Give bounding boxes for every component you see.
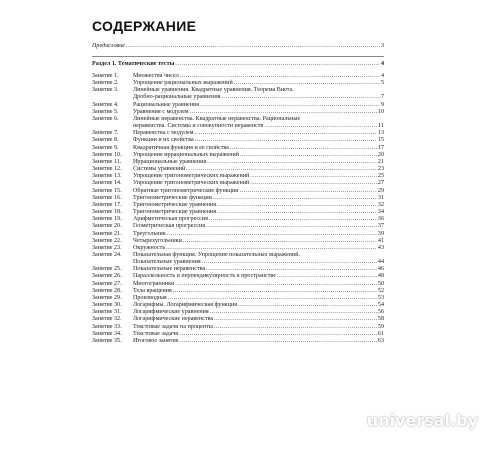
toc-entry-row[interactable] <box>92 245 384 252</box>
toc-entry-row[interactable] <box>92 152 384 159</box>
toc-page-number: 36 <box>377 216 384 223</box>
toc-entry-row[interactable] <box>92 288 384 295</box>
leader-dots <box>166 245 377 252</box>
toc-page-number: 43 <box>377 244 384 251</box>
toc-entry-text: Показательные уравнения <box>133 259 201 266</box>
toc-entry-row[interactable] <box>92 231 384 238</box>
leader-dots <box>240 152 377 159</box>
watermark-logo: universal.by <box>366 411 478 430</box>
leader-dots <box>217 209 377 216</box>
toc-entry-row[interactable] <box>92 102 384 109</box>
toc-entry-row[interactable] <box>92 281 384 288</box>
toc-lesson-label: Занятие 32. <box>92 316 122 323</box>
toc-entry-row[interactable] <box>92 123 384 130</box>
leader-dots <box>190 109 377 116</box>
toc-page-number: 20 <box>377 151 384 158</box>
toc-page-number: 7 <box>380 94 384 101</box>
toc-page-number: 58 <box>377 316 384 323</box>
toc-entry-row[interactable] <box>92 116 384 123</box>
toc-entry-text: Предисловие <box>92 43 126 49</box>
leader-dots <box>210 309 377 316</box>
toc-entry-text: Линейные уравнения. Квадратные уравнения. Теорема Виета. <box>133 87 294 94</box>
leader-dots <box>214 324 377 331</box>
page-title: СОДЕРЖАНИЕ <box>92 18 197 34</box>
toc-entry-text: Упрощение рациональных выражений <box>133 80 233 87</box>
toc-page-number: 4 <box>380 61 384 67</box>
toc-page-number: 52 <box>377 287 384 294</box>
leader-dots <box>179 338 376 345</box>
toc-entry-text: Итоговое занятие <box>133 337 179 344</box>
toc-entry-text: Тригонометрические уравнения <box>133 209 217 216</box>
leader-dots <box>183 238 377 245</box>
toc-entry-text: Треугольник <box>133 230 166 237</box>
toc-section-title: Раздел 1. Тематические тесты <box>92 61 175 67</box>
toc-page-number: 39 <box>377 230 384 237</box>
toc-entry-row[interactable] <box>92 331 384 338</box>
leader-dots <box>126 43 380 50</box>
toc-entry-row[interactable] <box>92 188 384 195</box>
toc-page-number: 27 <box>377 180 384 187</box>
leader-dots <box>230 145 377 152</box>
leader-dots <box>206 266 377 273</box>
toc-entry-text: Показательные неравенства <box>133 266 206 273</box>
toc-entry-text: Рациональные уравнения <box>133 101 200 108</box>
toc-lesson-label: Занятие 12. <box>92 166 122 173</box>
toc-entry-row[interactable] <box>92 137 384 144</box>
leader-dots <box>240 188 377 195</box>
toc-preface-row[interactable] <box>92 43 384 50</box>
toc-entry-text: Показательная функция. Упрощение показательных выражений. <box>133 252 300 258</box>
toc-entry-row[interactable] <box>92 238 384 245</box>
toc-entry-text: Неравенства с модулем <box>133 130 194 137</box>
toc-page-number: 5 <box>380 80 384 87</box>
divider <box>92 56 384 57</box>
leader-dots <box>250 173 377 180</box>
toc-lesson-label: Занятие 30. <box>92 302 122 309</box>
toc-entry-row[interactable] <box>92 252 384 259</box>
toc-entry-text: Упрощение тригонометрических выражений <box>133 180 250 187</box>
toc-lesson-label: Занятие 27. <box>92 280 122 287</box>
toc-page-number: 13 <box>377 130 384 137</box>
toc-lesson-label: Занятие 14. <box>92 180 122 187</box>
leader-dots <box>168 295 377 302</box>
toc-page-number: 25 <box>377 173 384 180</box>
leader-dots <box>200 102 380 109</box>
toc-entry-text: Упрощение тригонометрических выражений <box>133 173 250 180</box>
toc-page-number: 54 <box>377 302 384 309</box>
toc-page-number: 15 <box>377 137 384 144</box>
toc-page-number: 9 <box>380 101 384 108</box>
toc-entry-row[interactable] <box>92 324 384 331</box>
toc-lesson-label: Занятие 9. <box>92 144 119 151</box>
toc-lesson-label: Занятие 8. <box>92 137 119 144</box>
toc-entry-row[interactable] <box>92 202 384 209</box>
leader-dots <box>195 130 377 137</box>
toc-page-number: 29 <box>377 187 384 194</box>
toc-lesson-label: Занятие 16. <box>92 194 122 201</box>
toc-entry-row[interactable] <box>92 180 384 187</box>
toc-entry-row[interactable] <box>92 259 384 266</box>
toc-lesson-label: Занятие 22. <box>92 237 122 244</box>
toc-entry-row[interactable] <box>92 73 384 80</box>
toc-lesson-label: Занятие 2. <box>92 80 119 87</box>
toc-entry-text: Окружность <box>133 244 166 251</box>
toc-page-number: 3 <box>380 43 384 49</box>
toc-lesson-label: Занятие 21. <box>92 230 122 237</box>
toc-page-number: 32 <box>377 201 384 208</box>
toc-page-number: 50 <box>377 280 384 287</box>
leader-dots <box>180 73 380 80</box>
toc-lesson-label: Занятие 3. <box>92 87 119 94</box>
toc-entry-row[interactable] <box>92 195 384 202</box>
toc-entry-text: Логарифмы. Логарифмическая функция <box>133 302 238 309</box>
toc-lesson-label: Занятие 7. <box>92 130 119 137</box>
toc-lesson-label: Занятие 31. <box>92 309 122 316</box>
toc-entry-text: Обратные тригонометрические функции <box>133 187 239 194</box>
toc-entry-text: Текстовые задачи <box>133 330 179 337</box>
toc-page-number: 59 <box>377 323 384 330</box>
leader-dots <box>195 137 377 144</box>
toc-entry-text: Множества чисел <box>133 73 179 79</box>
leader-dots <box>238 302 377 309</box>
toc-page-number: 44 <box>377 259 384 266</box>
leader-dots <box>217 202 377 209</box>
toc-lesson-label: Занятие 35. <box>92 337 122 344</box>
toc-lesson-label: Занятие 1. <box>92 73 119 79</box>
toc-entry-text: Иррациональные уравнения <box>133 158 207 165</box>
leader-dots <box>167 231 377 238</box>
toc-entry-text: Многогранники <box>133 280 175 287</box>
toc-lesson-label: Занятие 15. <box>92 187 122 194</box>
toc-page-number: 56 <box>377 309 384 316</box>
toc-lesson-label: Занятие 10. <box>92 151 122 158</box>
toc-entry-row[interactable] <box>92 273 384 280</box>
toc-entry-text: Тригонометрические функции <box>133 194 212 201</box>
toc-lesson-label: Занятие 19. <box>92 216 122 223</box>
toc-entry-text: Системы уравнений <box>133 166 186 173</box>
toc-entry-row[interactable] <box>92 109 384 116</box>
toc-entry-text: Текстовые задачи на проценты <box>133 323 213 330</box>
toc-page-number: 46 <box>377 266 384 273</box>
toc-page-number: 10 <box>377 108 384 115</box>
toc-section-row[interactable] <box>92 61 384 68</box>
toc-entry-row[interactable] <box>92 223 384 230</box>
toc-lesson-label: Занятие 25. <box>92 266 122 273</box>
leader-dots <box>207 159 377 166</box>
leader-dots <box>221 94 380 101</box>
toc-entry-text: Параллельность и перпендикулярность в пространстве <box>133 273 276 280</box>
toc-entry-text: Уравнения с модулем <box>133 108 189 115</box>
leader-dots <box>180 331 377 338</box>
toc-lesson-label: Занятие 33. <box>92 323 122 330</box>
leader-dots <box>209 216 377 223</box>
toc-page-number: 53 <box>377 294 384 301</box>
toc-lesson-label: Занятие 20. <box>92 223 122 230</box>
toc-lesson-label: Занятие 34. <box>92 330 122 337</box>
toc-entry-text: Функции и их свойства <box>133 137 194 144</box>
toc-lesson-label: Занятие 4. <box>92 101 119 108</box>
toc-entry-text: Линейные неравенства. Квадратные неравенства. Рациональные <box>133 115 301 122</box>
leader-dots <box>206 223 377 230</box>
leader-dots <box>202 259 377 266</box>
leader-dots <box>250 180 377 187</box>
toc-lesson-label: Занятие 23. <box>92 244 122 251</box>
toc-entry-row[interactable] <box>92 338 384 345</box>
leader-dots <box>214 316 377 323</box>
toc-entry-row[interactable] <box>92 209 384 216</box>
toc-entry-row[interactable] <box>92 145 384 152</box>
toc-entry-text: Логарифмические уравнения <box>133 309 209 316</box>
toc-entry-text: Тригонометрические уравнения <box>133 201 217 208</box>
toc-entry-text: Квадратичная функция и ее свойства <box>133 144 229 151</box>
toc-page-number: 37 <box>377 223 384 230</box>
toc-page-number: 21 <box>377 158 384 165</box>
toc-entry-text: Производная <box>133 294 167 301</box>
toc-entry-row[interactable] <box>92 159 384 166</box>
toc-page-number: 17 <box>377 144 384 151</box>
toc-lesson-label: Занятие 13. <box>92 173 122 180</box>
toc-page-number: 11 <box>378 123 384 130</box>
toc-entry-row[interactable] <box>92 216 384 223</box>
toc-page-number: 61 <box>377 330 384 337</box>
leader-dots <box>173 288 377 295</box>
toc-entry-text: Тела вращения <box>133 287 172 294</box>
toc-page-number: 34 <box>377 209 384 216</box>
toc-lesson-label: Занятие 11. <box>92 158 122 165</box>
toc-lesson-label: Занятие 18. <box>92 209 122 216</box>
toc-page-number: 23 <box>377 166 384 173</box>
toc-entry-text: Логарифмические неравенства <box>133 316 214 323</box>
toc-lesson-label: Занятие 17. <box>92 201 122 208</box>
toc-entry-row[interactable] <box>92 266 384 273</box>
toc-page-number: 4 <box>380 73 384 79</box>
toc-page-number: 48 <box>377 273 384 280</box>
toc-page-number: 63 <box>377 337 384 344</box>
toc-lesson-label: Занятие 26. <box>92 273 122 280</box>
leader-dots <box>277 273 377 280</box>
toc-entry-text: Упрощение иррациональных выражений <box>133 151 240 158</box>
toc-entry-row[interactable] <box>92 316 384 323</box>
leader-dots <box>213 195 377 202</box>
toc-page-number: 31 <box>377 194 384 201</box>
leader-dots <box>175 281 377 288</box>
toc-lesson-label: Занятие 6. <box>92 115 119 122</box>
toc-lesson-label: Занятие 28. <box>92 287 122 294</box>
toc-entry-text: Арифметическая прогрессия <box>133 216 208 223</box>
toc-lesson-label: Занятие 24. <box>92 252 122 258</box>
toc-page-number: 41 <box>377 237 384 244</box>
leader-dots <box>264 123 377 130</box>
toc-entry-row[interactable] <box>92 94 384 101</box>
toc-entry-text: неравенства. Системы и совокупности неравенств <box>133 123 264 130</box>
toc-lesson-label: Занятие 5. <box>92 108 119 115</box>
toc-entry-text: Четырехугольники <box>133 237 182 244</box>
leader-dots <box>175 61 380 68</box>
toc-entry-row[interactable] <box>92 295 384 302</box>
toc-lesson-label: Занятие 29. <box>92 294 122 301</box>
toc-entry-text: Дробно-рациональные уравнения <box>133 94 221 101</box>
toc-entry-text: Геометрическая прогрессия <box>133 223 206 230</box>
